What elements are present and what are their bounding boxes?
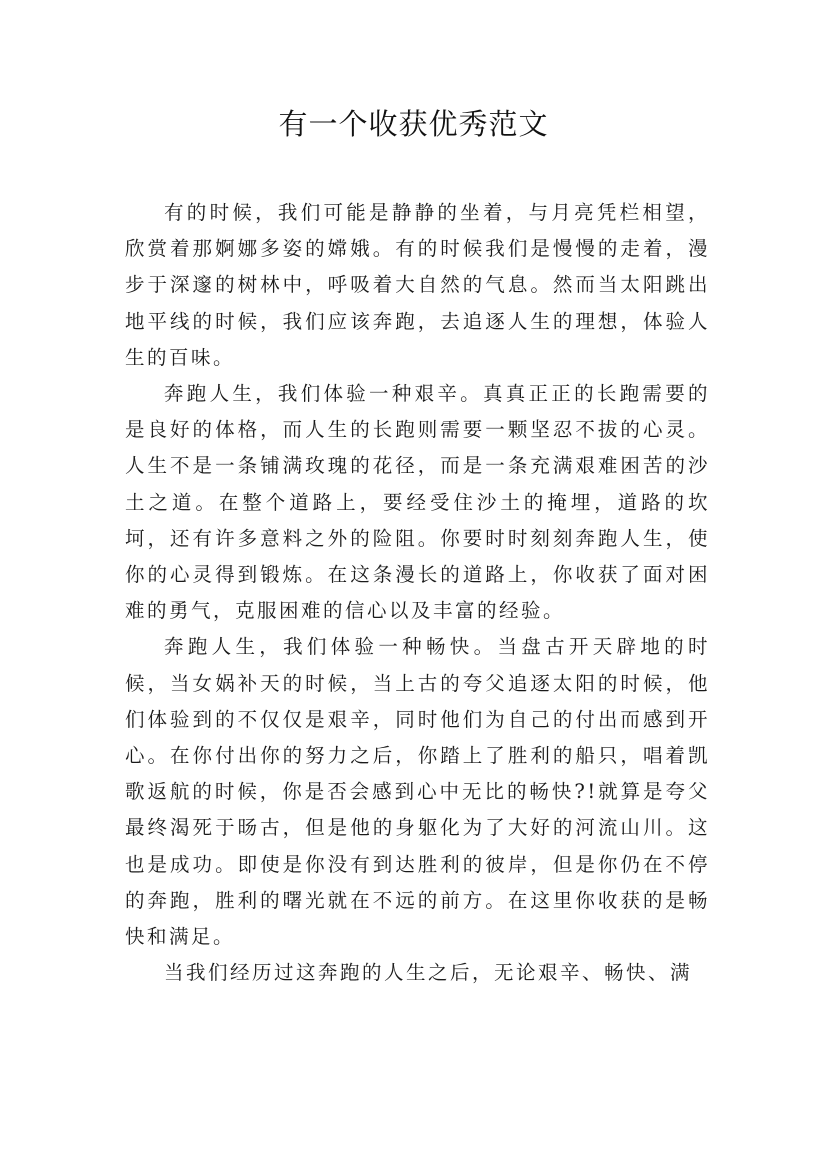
paragraph: 奔跑人生，我们体验一种畅快。当盘古开天辟地的时候，当女娲补天的时候，当上古的夸父追逐太阳的时候，他们体验到的不仅仅是艰辛，同时他们为自己的付出而感到开心。在你付出你的努力之后，你踏上了胜利的船只，唱着凯歌返航的时候，你是否会感到心中无比的畅快?!就算是夸父最终渴死于旸古，但是他的身躯化为了大好的河流山川。这也是成功。即使是你没有到达胜利的彼岸，但是你仍在不停的奔跑，胜利的曙光就在不远的前方。在这里你收获的是畅快和满足。 <box>125 635 710 949</box>
document-body <box>125 195 710 991</box>
paragraph: 当我们经历过这奔跑的人生之后，无论艰辛、畅快、满 <box>164 961 693 985</box>
paragraph: 奔跑人生，我们体验一种艰辛。真真正正的长跑需要的是良好的体格，而人生的长跑则需要一颗坚忍不拔的心灵。人生不是一条铺满玫瑰的花径，而是一条充满艰难困苦的沙土之道。在整个道路上，要经受住沙土的掩埋，道路的坎坷，还有许多意料之外的险阻。你要时时刻刻奔跑人生，使你的心灵得到锻炼。在这条漫长的道路上，你收获了面对困难的勇气，克服困难的信心以及丰富的经验。 <box>125 382 710 623</box>
document-title: 有一个收获优秀范文 <box>278 107 549 141</box>
paragraph: 有的时候，我们可能是静静的坐着，与月亮凭栏相望，欣赏着那婀娜多姿的嫦娥。有的时候我们是慢慢的走着，漫步于深邃的树林中，呼吸着大自然的气息。然而当太阳跳出地平线的时候，我们应该奔跑，去追逐人生的理想，体验人生的百味。 <box>125 201 710 369</box>
